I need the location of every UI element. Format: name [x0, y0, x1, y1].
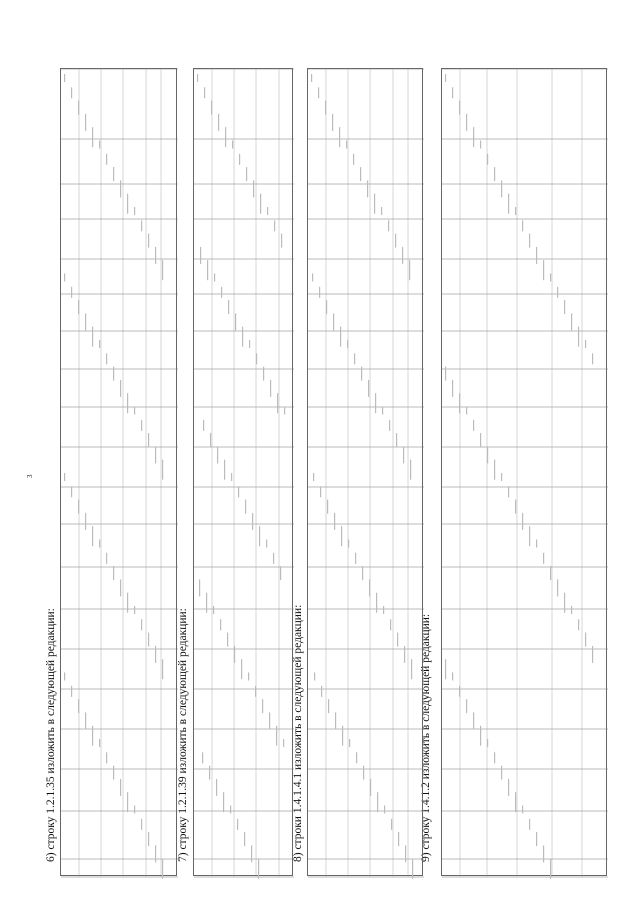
table-grid — [194, 69, 294, 877]
text-mark — [508, 486, 509, 497]
text-mark — [71, 287, 72, 298]
text-mark — [230, 806, 231, 814]
text-mark — [508, 194, 509, 214]
text-mark — [332, 114, 333, 131]
text-mark — [113, 167, 114, 181]
text-mark — [274, 220, 275, 231]
text-mark — [564, 593, 565, 613]
text-mark — [259, 526, 260, 546]
text-mark — [536, 540, 537, 548]
text-mark — [263, 367, 264, 381]
section-heading-9: 9) строку 1.4.1.2 изложить в следующей редакции: — [420, 613, 432, 862]
text-mark — [255, 686, 256, 697]
text-mark — [249, 340, 250, 348]
text-mark — [277, 393, 278, 413]
text-mark — [515, 792, 516, 812]
text-mark — [134, 207, 135, 215]
text-mark — [228, 300, 229, 314]
text-mark — [141, 420, 142, 431]
text-mark — [374, 194, 375, 214]
text-mark — [349, 739, 350, 747]
text-mark — [155, 646, 156, 663]
text-mark — [220, 619, 221, 630]
text-mark — [445, 659, 446, 679]
text-mark — [395, 234, 396, 248]
text-mark — [246, 167, 247, 181]
text-mark — [92, 726, 93, 746]
text-mark — [99, 340, 100, 348]
text-mark — [452, 87, 453, 98]
text-mark — [239, 154, 240, 165]
text-mark — [494, 460, 495, 480]
text-mark — [412, 859, 413, 879]
text-mark — [396, 433, 397, 447]
text-mark — [314, 673, 315, 681]
text-mark — [571, 313, 572, 330]
text-mark — [347, 340, 348, 348]
text-mark — [283, 739, 284, 747]
text-mark — [120, 380, 121, 397]
text-mark — [234, 646, 235, 663]
text-mark — [312, 274, 313, 282]
text-mark — [64, 673, 65, 681]
text-mark — [334, 513, 335, 530]
text-mark — [370, 779, 371, 796]
text-mark — [209, 766, 210, 780]
text-mark — [405, 845, 406, 862]
table-1-4-1-2 — [441, 68, 607, 876]
text-mark — [445, 74, 446, 82]
text-mark — [141, 619, 142, 630]
text-mark — [134, 606, 135, 614]
text-mark — [411, 659, 412, 679]
text-mark — [321, 686, 322, 697]
text-mark — [127, 792, 128, 812]
text-mark — [494, 752, 495, 763]
text-mark — [367, 180, 368, 197]
text-mark — [237, 819, 238, 830]
text-mark — [269, 712, 270, 729]
text-mark — [466, 114, 467, 131]
text-mark — [410, 460, 411, 480]
text-mark — [78, 699, 79, 713]
text-mark — [85, 114, 86, 131]
text-mark — [543, 845, 544, 862]
text-mark — [203, 420, 204, 431]
text-mark — [391, 819, 392, 830]
text-mark — [270, 380, 271, 397]
text-mark — [204, 87, 205, 98]
text-mark — [543, 553, 544, 564]
text-mark — [564, 300, 565, 314]
text-mark — [473, 420, 474, 431]
text-mark — [155, 845, 156, 862]
text-mark — [141, 819, 142, 830]
text-mark — [536, 832, 537, 846]
text-mark — [64, 274, 65, 282]
text-mark — [473, 127, 474, 147]
text-mark — [106, 553, 107, 564]
text-mark — [404, 646, 405, 663]
text-mark — [214, 274, 215, 282]
text-mark — [127, 593, 128, 613]
text-mark — [342, 726, 343, 746]
text-mark — [227, 633, 228, 647]
text-mark — [585, 340, 586, 348]
table-grid — [442, 69, 608, 877]
text-mark — [213, 606, 214, 614]
text-mark — [273, 553, 274, 564]
text-mark — [529, 526, 530, 546]
text-mark — [501, 766, 502, 780]
text-mark — [388, 220, 389, 231]
text-mark — [155, 446, 156, 463]
text-mark — [578, 327, 579, 347]
text-mark — [311, 74, 312, 82]
text-mark — [389, 420, 390, 431]
text-mark — [64, 473, 65, 481]
text-mark — [480, 726, 481, 746]
text-mark — [120, 779, 121, 796]
text-mark — [251, 845, 252, 862]
text-mark — [326, 300, 327, 314]
text-mark — [459, 101, 460, 115]
text-mark — [356, 752, 357, 763]
text-mark — [281, 234, 282, 248]
text-mark — [162, 460, 163, 480]
text-mark — [113, 566, 114, 580]
text-mark — [113, 766, 114, 780]
text-mark — [253, 180, 254, 197]
text-mark — [266, 540, 267, 548]
text-mark — [207, 260, 208, 280]
text-mark — [217, 446, 218, 463]
text-mark — [127, 393, 128, 413]
text-mark — [262, 699, 263, 713]
text-mark — [148, 633, 149, 647]
text-mark — [318, 87, 319, 98]
text-mark — [258, 859, 259, 879]
text-mark — [480, 141, 481, 149]
text-mark — [487, 739, 488, 747]
text-mark — [353, 154, 354, 165]
text-mark — [252, 513, 253, 530]
text-mark — [85, 513, 86, 530]
text-mark — [141, 220, 142, 231]
text-mark — [383, 606, 384, 614]
text-mark — [106, 353, 107, 364]
text-mark — [197, 74, 198, 82]
text-mark — [206, 593, 207, 613]
text-mark — [162, 659, 163, 679]
text-mark — [64, 74, 65, 82]
text-mark — [397, 633, 398, 647]
text-mark — [328, 699, 329, 713]
text-mark — [92, 127, 93, 147]
text-mark — [280, 566, 281, 580]
section-heading-7: 7) строку 1.2.1.39 изложить в следующей редакции: — [177, 608, 189, 862]
text-mark — [501, 180, 502, 197]
text-mark — [557, 287, 558, 298]
text-mark — [543, 260, 544, 280]
text-mark — [376, 593, 377, 613]
text-mark — [355, 553, 356, 564]
text-mark — [402, 247, 403, 264]
text-mark — [231, 473, 232, 481]
text-mark — [403, 446, 404, 463]
text-mark — [362, 566, 363, 580]
text-mark — [515, 207, 516, 215]
text-mark — [339, 127, 340, 147]
text-mark — [445, 367, 446, 381]
text-mark — [536, 247, 537, 264]
text-mark — [85, 313, 86, 330]
text-mark — [377, 792, 378, 812]
text-mark — [248, 673, 249, 681]
text-mark — [578, 619, 579, 630]
text-mark — [223, 792, 224, 812]
text-mark — [92, 526, 93, 546]
text-mark — [99, 141, 100, 149]
text-mark — [148, 234, 149, 248]
text-mark — [216, 779, 217, 796]
text-mark — [360, 167, 361, 181]
text-mark — [361, 367, 362, 381]
text-mark — [381, 207, 382, 215]
text-mark — [340, 327, 341, 347]
text-mark — [134, 806, 135, 814]
text-mark — [99, 739, 100, 747]
section-heading-6: 6) строку 1.2.1.35 изложить в следующей редакции: — [45, 608, 57, 862]
text-mark — [244, 832, 245, 846]
text-mark — [319, 287, 320, 298]
text-mark — [494, 167, 495, 181]
text-mark — [522, 513, 523, 530]
text-mark — [487, 446, 488, 463]
text-mark — [238, 486, 239, 497]
text-mark — [452, 380, 453, 397]
text-mark — [162, 260, 163, 280]
text-mark — [267, 207, 268, 215]
text-mark — [99, 540, 100, 548]
text-mark — [522, 220, 523, 231]
text-mark — [71, 87, 72, 98]
text-mark — [452, 673, 453, 681]
text-mark — [398, 832, 399, 846]
text-mark — [241, 659, 242, 679]
text-mark — [221, 287, 222, 298]
text-mark — [368, 380, 369, 397]
text-mark — [284, 407, 285, 415]
text-mark — [459, 393, 460, 413]
text-mark — [354, 353, 355, 364]
text-mark — [235, 313, 236, 330]
text-mark — [78, 500, 79, 514]
text-mark — [515, 500, 516, 514]
text-mark — [369, 579, 370, 596]
text-mark — [120, 180, 121, 197]
text-mark — [85, 712, 86, 729]
text-mark — [218, 114, 219, 131]
text-mark — [313, 473, 314, 481]
text-mark — [585, 633, 586, 647]
text-mark — [202, 752, 203, 763]
text-mark — [260, 194, 261, 214]
text-mark — [346, 141, 347, 149]
section-heading-8: 8) строки 1.4.1.4.1 изложить в следующей редакции: — [292, 604, 304, 862]
text-mark — [375, 393, 376, 413]
table-grid — [308, 69, 424, 877]
text-mark — [522, 806, 523, 814]
text-mark — [333, 313, 334, 330]
text-mark — [466, 699, 467, 713]
text-mark — [211, 101, 212, 115]
text-mark — [148, 433, 149, 447]
text-mark — [335, 712, 336, 729]
text-mark — [325, 101, 326, 115]
text-mark — [225, 127, 226, 147]
text-mark — [473, 712, 474, 729]
text-mark — [276, 726, 277, 746]
text-mark — [550, 859, 551, 879]
text-mark — [327, 500, 328, 514]
text-mark — [199, 579, 200, 596]
text-mark — [92, 327, 93, 347]
text-mark — [529, 819, 530, 830]
text-mark — [200, 247, 201, 264]
text-mark — [508, 779, 509, 796]
text-mark — [341, 526, 342, 546]
page-number: 3 — [26, 474, 34, 478]
text-mark — [384, 806, 385, 814]
text-mark — [71, 686, 72, 697]
text-mark — [242, 327, 243, 347]
text-mark — [459, 686, 460, 697]
text-mark — [382, 407, 383, 415]
text-mark — [592, 353, 593, 364]
text-mark — [501, 473, 502, 481]
text-mark — [245, 500, 246, 514]
text-mark — [113, 367, 114, 381]
text-mark — [71, 486, 72, 497]
text-mark — [224, 460, 225, 480]
text-mark — [320, 486, 321, 497]
text-mark — [466, 407, 467, 415]
text-mark — [348, 540, 349, 548]
text-mark — [557, 579, 558, 596]
text-mark — [592, 646, 593, 663]
text-mark — [571, 606, 572, 614]
text-mark — [409, 260, 410, 280]
table-1-2-1-39 — [193, 68, 293, 876]
text-mark — [78, 300, 79, 314]
text-mark — [363, 766, 364, 780]
text-mark — [550, 566, 551, 580]
text-mark — [232, 141, 233, 149]
table-1-4-1-4-1 — [307, 68, 423, 876]
text-mark — [256, 353, 257, 364]
text-mark — [529, 234, 530, 248]
table-1-2-1-35 — [60, 68, 177, 876]
text-mark — [487, 154, 488, 165]
text-mark — [78, 101, 79, 115]
text-mark — [390, 619, 391, 630]
text-mark — [134, 407, 135, 415]
text-mark — [106, 752, 107, 763]
text-mark — [550, 274, 551, 282]
text-mark — [480, 433, 481, 447]
text-mark — [106, 154, 107, 165]
text-mark — [148, 832, 149, 846]
text-mark — [155, 247, 156, 264]
table-grid — [61, 69, 178, 877]
text-mark — [162, 859, 163, 879]
text-mark — [210, 433, 211, 447]
text-mark — [127, 194, 128, 214]
text-mark — [120, 579, 121, 596]
